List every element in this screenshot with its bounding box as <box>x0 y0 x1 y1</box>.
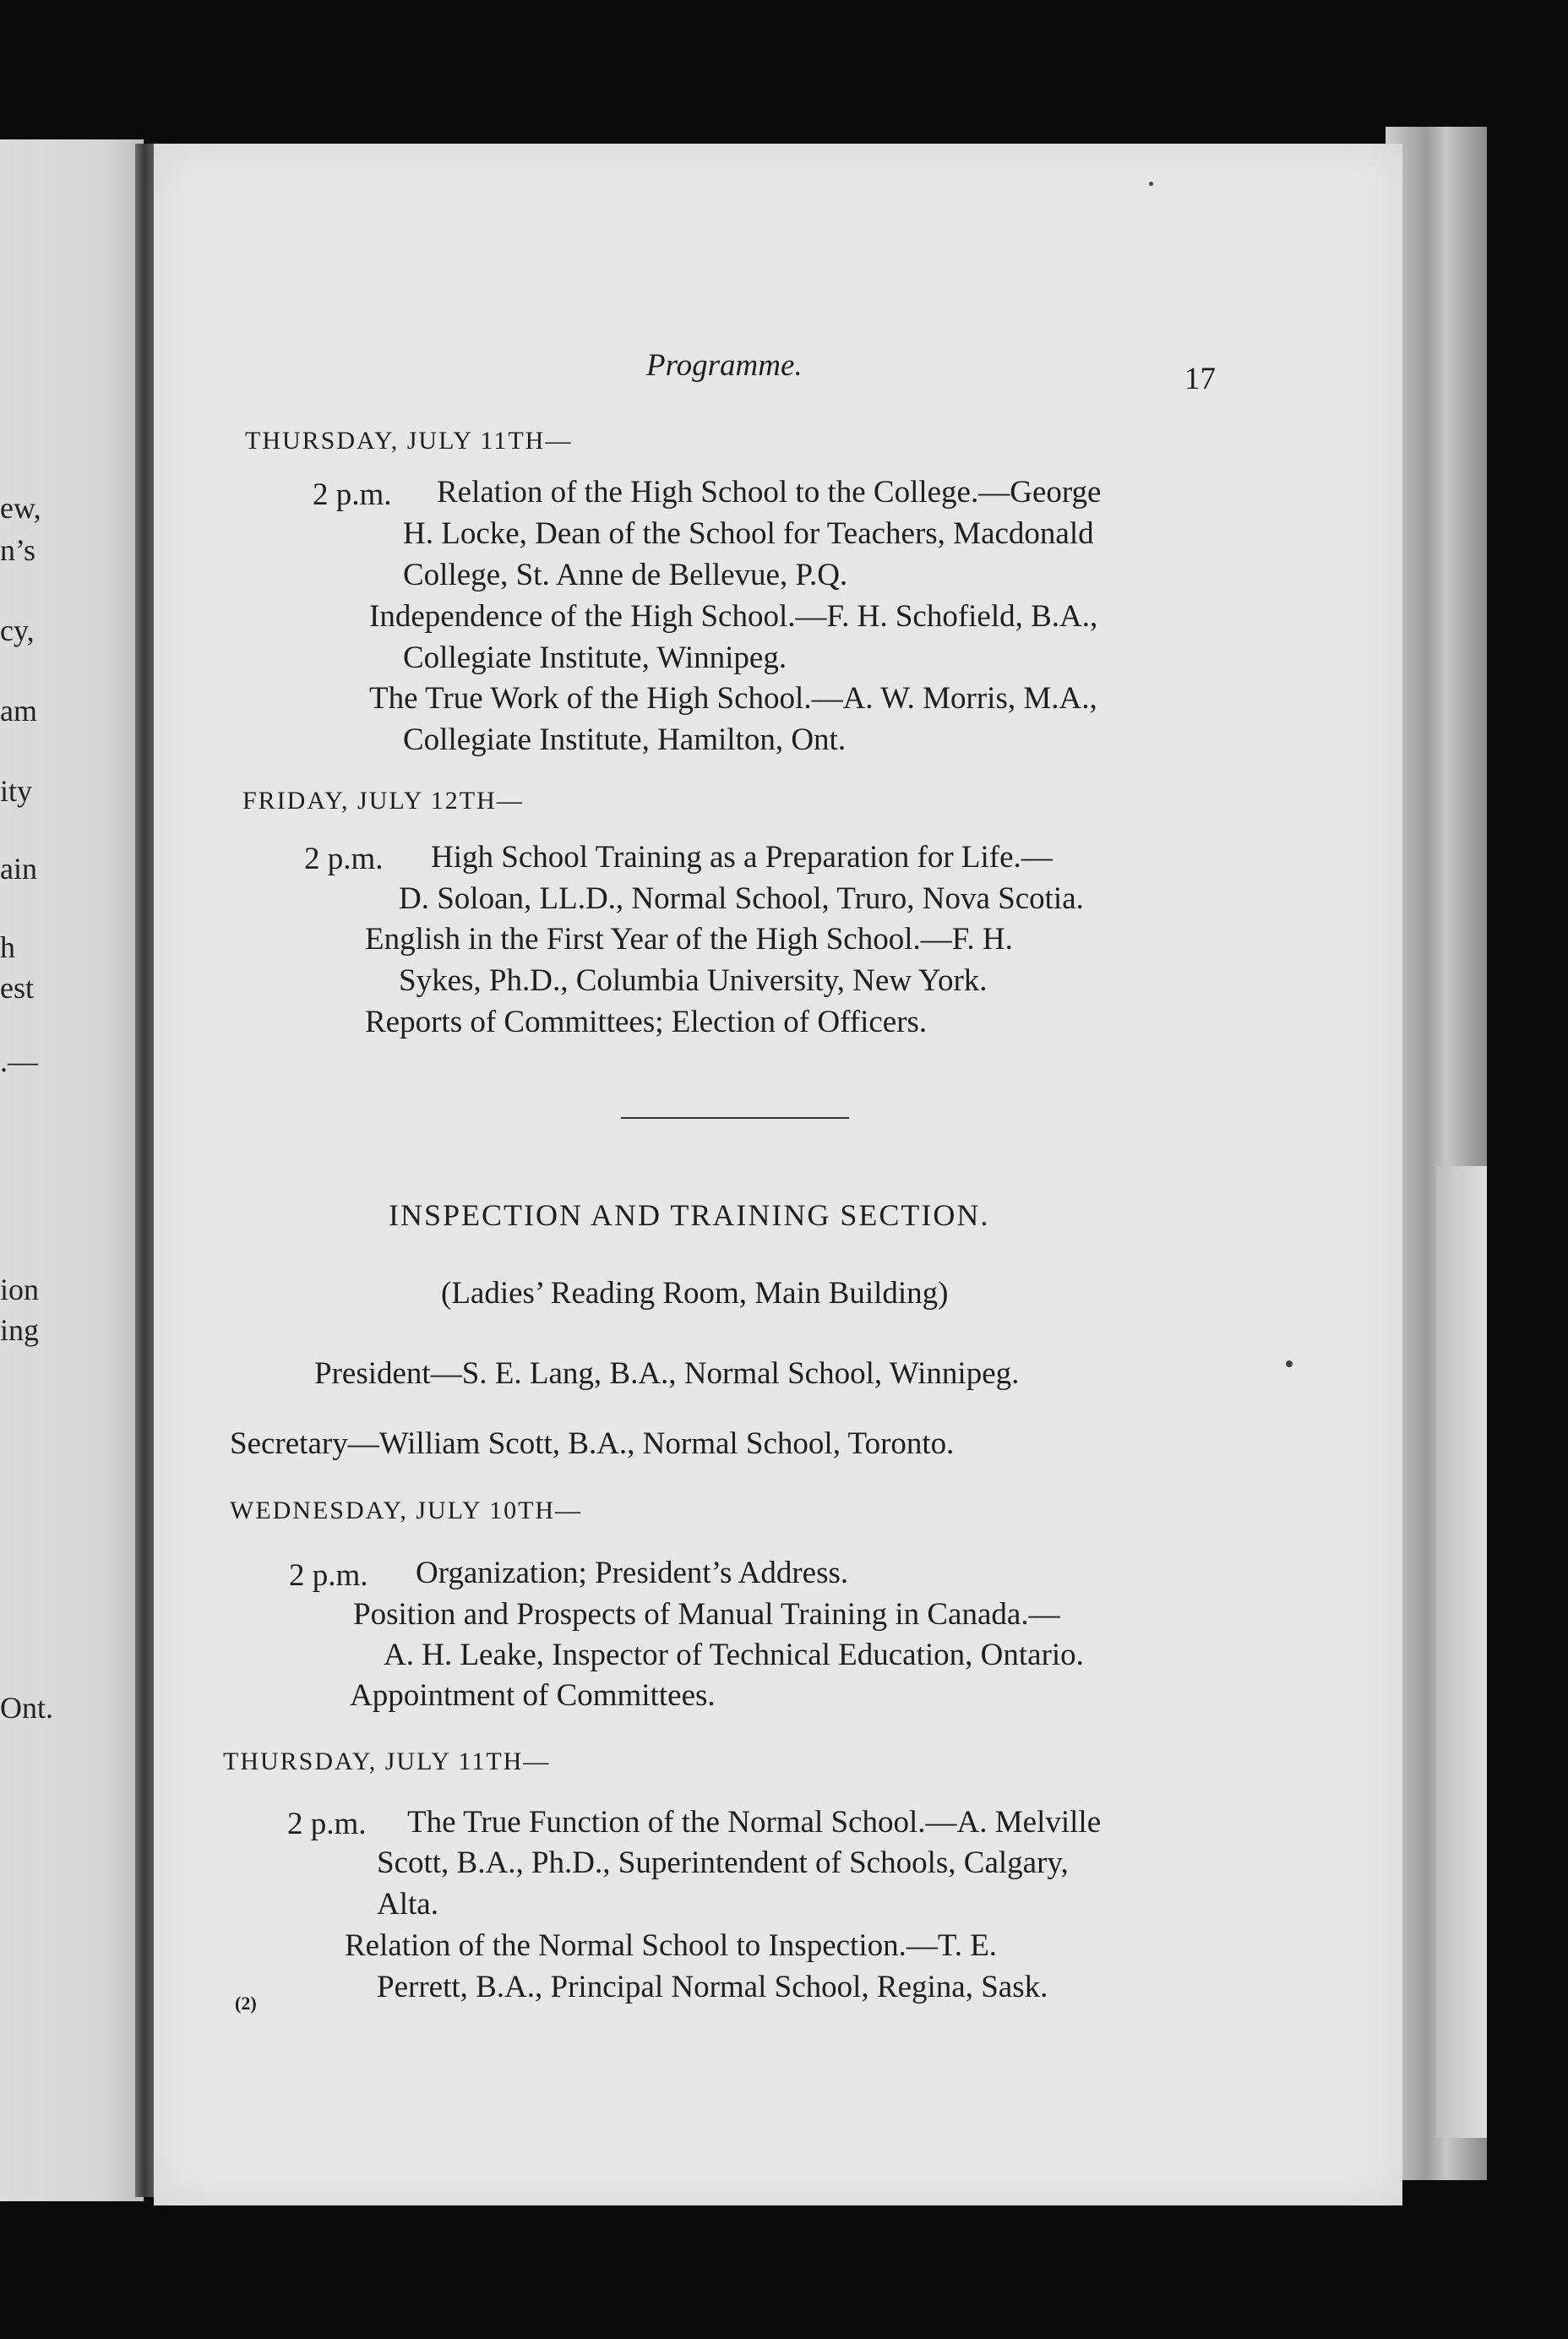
programme-line: The True Work of the High School.—A. W. Morris, M.A., <box>369 681 1097 716</box>
programme-line: Reports of Committees; Election of Officers. <box>365 1005 928 1039</box>
left-fragment: n’s <box>0 533 36 567</box>
paper-speck <box>1286 1360 1293 1367</box>
programme-line: Sykes, Ph.D., Columbia University, New York. <box>399 963 988 998</box>
day-heading-thursday-inspection: THURSDAY, JULY 11TH— <box>223 1747 551 1775</box>
programme-line: H. Locke, Dean of the School for Teachers, Macdonald <box>403 516 1094 551</box>
programme-line: High School Training as a Preparation for Life.— <box>431 840 1053 875</box>
left-fragment: h <box>0 930 15 964</box>
day-heading-wednesday: WEDNESDAY, JULY 10TH— <box>230 1497 583 1524</box>
left-fragment: ing <box>0 1313 40 1347</box>
programme-line: Organization; President’s Address. <box>416 1556 849 1590</box>
book-spine <box>135 144 154 2197</box>
programme-line: English in the First Year of the High School.—F. H. <box>365 922 1013 957</box>
session-time: 2 p.m. <box>313 477 392 512</box>
programme-line: Alta. <box>377 1887 438 1922</box>
programme-line: A. H. Leake, Inspector of Technical Education, Ontario. <box>384 1638 1084 1672</box>
left-fragment: ew, <box>0 491 41 525</box>
programme-line: Relation of the High School to the College.—George <box>437 475 1102 510</box>
left-fragment: .— <box>0 1044 38 1078</box>
section-president: President—S. E. Lang, B.A., Normal School, Winnipeg. <box>314 1356 1020 1391</box>
programme-line: Independence of the High School.—F. H. Schofield, B.A., <box>369 599 1098 634</box>
signature-mark: (2) <box>235 1993 257 2014</box>
programme-line: Perrett, B.A., Principal Normal School, Regina, Sask. <box>377 1970 1048 2004</box>
left-fragment: ity <box>0 774 33 808</box>
left-page-fragment <box>0 139 144 2201</box>
left-fragment: ion <box>0 1273 40 1306</box>
session-time: 2 p.m. <box>287 1807 367 1841</box>
programme-line: Relation of the Normal School to Inspection.—T. E. <box>345 1928 998 1963</box>
section-divider <box>621 1117 849 1119</box>
book-page <box>154 144 1402 2205</box>
day-heading-friday: FRIDAY, JULY 12TH— <box>242 787 524 815</box>
left-fragment: Ont. <box>0 1691 53 1725</box>
programme-line: Collegiate Institute, Winnipeg. <box>403 641 787 675</box>
paper-speck <box>1149 182 1153 186</box>
session-time: 2 p.m. <box>304 842 384 876</box>
left-fragment: cy, <box>0 613 35 647</box>
left-fragment: est <box>0 971 34 1005</box>
programme-line: Scott, B.A., Ph.D., Superintendent of Schools, Calgary, <box>377 1846 1069 1880</box>
section-location: (Ladies’ Reading Room, Main Building) <box>441 1276 949 1311</box>
programme-line: Position and Prospects of Manual Training in Canada.— <box>353 1597 1060 1632</box>
left-fragment: ain <box>0 852 37 886</box>
day-heading-thursday: THURSDAY, JULY 11TH— <box>245 427 573 455</box>
programme-line: The True Function of the Normal School.—A. Melville <box>407 1805 1102 1840</box>
section-secretary: Secretary—William Scott, B.A., Normal School, Toronto. <box>230 1426 955 1461</box>
page-number: 17 <box>1184 362 1216 396</box>
section-title: INSPECTION AND TRAINING SECTION. <box>389 1198 990 1232</box>
programme-line: Collegiate Institute, Hamilton, Ont. <box>403 722 847 757</box>
programme-line: Appointment of Committees. <box>350 1678 716 1713</box>
page-stack-edge-lower <box>1436 1166 1487 2138</box>
left-fragment: am <box>0 694 37 728</box>
programme-line: College, St. Anne de Bellevue, P.Q. <box>403 558 848 592</box>
programme-line: D. Soloan, LL.D., Normal School, Truro, Nova Scotia. <box>399 881 1084 916</box>
running-title: Programme. <box>646 348 803 383</box>
session-time: 2 p.m. <box>289 1558 368 1593</box>
